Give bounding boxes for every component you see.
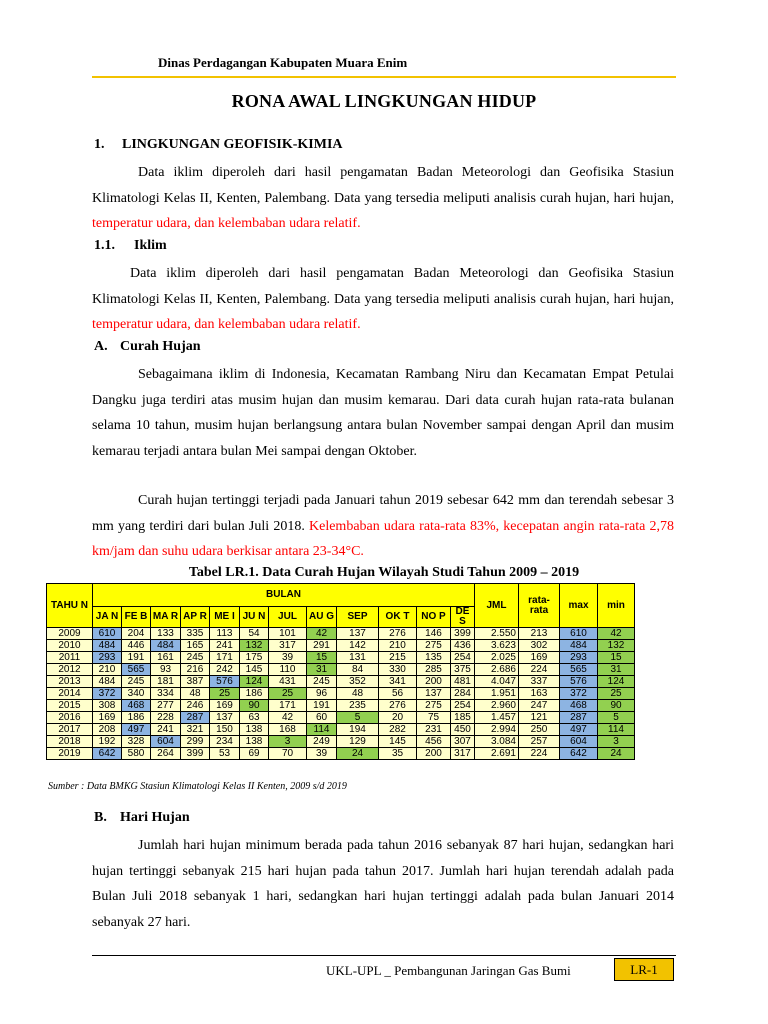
- table-cell: 3.623: [475, 640, 519, 652]
- table-cell: 387: [181, 676, 210, 688]
- table-cell: 5: [598, 712, 635, 724]
- table-cell: 241: [151, 724, 181, 736]
- table-cell: 235: [337, 700, 379, 712]
- table-source: Sumber : Data BMKG Stasiun Klimatologi Kelas II Kenten, 2009 s/d 2019: [48, 781, 347, 792]
- table-cell: 15: [598, 652, 635, 664]
- table-header-month: FE B: [122, 607, 151, 628]
- section-b-paragraph: [92, 833, 674, 935]
- table-cell: 171: [210, 652, 240, 664]
- section-b-title: Hari Hujan: [120, 810, 190, 825]
- table-cell: 48: [181, 688, 210, 700]
- table-cell: 604: [151, 736, 181, 748]
- table-cell: 31: [307, 664, 337, 676]
- table-cell: 1.457: [475, 712, 519, 724]
- table-header-min: min: [598, 584, 635, 628]
- table-cell: 54: [240, 628, 269, 640]
- section-a-number: A.: [94, 339, 108, 354]
- table-cell: 114: [598, 724, 635, 736]
- rainfall-table: [46, 583, 635, 760]
- table-cell: 39: [269, 652, 307, 664]
- table-cell: 234: [210, 736, 240, 748]
- table-cell: 75: [417, 712, 451, 724]
- table-cell: 335: [181, 628, 210, 640]
- table-cell: 145: [379, 736, 417, 748]
- table-cell: 282: [379, 724, 417, 736]
- page-number: LR-1: [614, 958, 674, 981]
- section-a-paragraph-1: [92, 362, 674, 464]
- table-cell: 340: [122, 688, 151, 700]
- table-cell: 24: [337, 748, 379, 760]
- section-a-text-2: Curah hujan tertinggi terjadi pada Januari tahun 2019 sebesar 642 mm dan terendah sebesar 3 mm yang terdiri dari bulan Juli 2018.: [92, 493, 674, 534]
- table-cell: 163: [519, 688, 560, 700]
- footer-text: UKL-UPL _ Pembangunan Jaringan Gas Bumi: [326, 963, 571, 978]
- table-cell: 15: [307, 652, 337, 664]
- section-a-text-1: Sebagaimana iklim di Indonesia, Kecamatan Rambang Niru dan Kecamatan Empat Petulai Dangku juga terdiri atas musim hujan dan musim kemarau. Dari data curah hujan rata-rata bulanan selama 10 tahun, musim hujan berlangsung antara bulan November sampai dengan April dan musim kemarau terjadi antara bulan Mei sampai dengan Oktober.: [92, 367, 674, 459]
- section-b-heading: [94, 810, 190, 826]
- table-cell: 375: [451, 664, 475, 676]
- section-1-1-number: 1.1.: [94, 238, 115, 253]
- table-cell: 245: [122, 676, 151, 688]
- table-row: [47, 736, 635, 748]
- table-cell: 132: [598, 640, 635, 652]
- table-cell: 2013: [47, 676, 93, 688]
- table-cell: 42: [598, 628, 635, 640]
- table-cell: 257: [519, 736, 560, 748]
- table-cell: 191: [122, 652, 151, 664]
- table-cell: 25: [598, 688, 635, 700]
- table-cell: 254: [451, 700, 475, 712]
- table-cell: 124: [598, 676, 635, 688]
- section-1-number: 1.: [94, 137, 105, 152]
- table-cell: 456: [417, 736, 451, 748]
- table-cell: 308: [93, 700, 122, 712]
- table-header-month: SEP: [337, 607, 379, 628]
- table-cell: 2.025: [475, 652, 519, 664]
- section-1-1-title: Iklim: [134, 238, 167, 253]
- table-cell: 565: [122, 664, 151, 676]
- table-cell: 642: [560, 748, 598, 760]
- table-cell: 2016: [47, 712, 93, 724]
- table-cell: 185: [451, 712, 475, 724]
- table-header-month: DE S: [451, 607, 475, 628]
- table-cell: 4.047: [475, 676, 519, 688]
- table-cell: 124: [240, 676, 269, 688]
- table-cell: 24: [598, 748, 635, 760]
- table-cell: 69: [240, 748, 269, 760]
- table-cell: 287: [560, 712, 598, 724]
- table-cell: 321: [181, 724, 210, 736]
- table-cell: 241: [210, 640, 240, 652]
- table-cell: 317: [451, 748, 475, 760]
- table-cell: 610: [560, 628, 598, 640]
- table-cell: 132: [240, 640, 269, 652]
- table-cell: 204: [122, 628, 151, 640]
- table-cell: 468: [560, 700, 598, 712]
- table-cell: 576: [560, 676, 598, 688]
- header-agency: Dinas Perdagangan Kabupaten Muara Enim: [158, 55, 408, 70]
- table-header-month: OK T: [379, 607, 417, 628]
- table-cell: 352: [337, 676, 379, 688]
- table-cell: 2.686: [475, 664, 519, 676]
- table-cell: 121: [519, 712, 560, 724]
- table-cell: 48: [337, 688, 379, 700]
- table-cell: 146: [417, 628, 451, 640]
- table-cell: 175: [240, 652, 269, 664]
- table-cell: 216: [181, 664, 210, 676]
- table-cell: 210: [379, 640, 417, 652]
- table-cell: 90: [240, 700, 269, 712]
- section-1-text: Data iklim diperoleh dari hasil pengamatan Badan Meteorologi dan Geofisika Stasiun Klimatologi Kelas II, Kenten, Palembang. Data yang tersedia meliputi analisis curah hujan, hari hujan,: [92, 165, 674, 206]
- section-1-1-text: Data iklim diperoleh dari hasil pengamatan Badan Meteorologi dan Geofisika Stasiun Klimatologi Kelas II, Kenten, Palembang. Data yang tersedia meliputi analisis curah hujan, hari hujan,: [92, 266, 674, 307]
- table-cell: 264: [151, 748, 181, 760]
- table-cell: 208: [93, 724, 122, 736]
- table-cell: 42: [307, 628, 337, 640]
- table-cell: 291: [307, 640, 337, 652]
- table-header-month: AU G: [307, 607, 337, 628]
- table-cell: 150: [210, 724, 240, 736]
- table-cell: 249: [307, 736, 337, 748]
- table-cell: 2012: [47, 664, 93, 676]
- table-cell: 2010: [47, 640, 93, 652]
- table-cell: 200: [417, 748, 451, 760]
- table-cell: 93: [151, 664, 181, 676]
- table-cell: 275: [417, 700, 451, 712]
- table-cell: 101: [269, 628, 307, 640]
- table-cell: 215: [379, 652, 417, 664]
- section-a-paragraph-2: [92, 488, 674, 565]
- section-b-number: B.: [94, 810, 107, 825]
- table-title: Tabel LR.1. Data Curah Hujan Wilayah Studi Tahun 2009 – 2019: [188, 565, 580, 580]
- table-cell: 169: [93, 712, 122, 724]
- table-cell: 431: [269, 676, 307, 688]
- table-header-bulan: BULAN: [93, 584, 475, 607]
- table-header-year: TAHU N: [47, 584, 93, 628]
- table-cell: 3.084: [475, 736, 519, 748]
- table-cell: 328: [122, 736, 151, 748]
- table-cell: 42: [269, 712, 307, 724]
- table-cell: 228: [151, 712, 181, 724]
- table-cell: 145: [240, 664, 269, 676]
- table-cell: 25: [210, 688, 240, 700]
- table-cell: 135: [417, 652, 451, 664]
- table-cell: 450: [451, 724, 475, 736]
- table-cell: 186: [240, 688, 269, 700]
- table-cell: 604: [560, 736, 598, 748]
- table-cell: 317: [269, 640, 307, 652]
- table-cell: 247: [519, 700, 560, 712]
- table-cell: 484: [560, 640, 598, 652]
- table-cell: 2.691: [475, 748, 519, 760]
- table-header-max: max: [560, 584, 598, 628]
- table-cell: 181: [151, 676, 181, 688]
- table-cell: 131: [337, 652, 379, 664]
- table-cell: 110: [269, 664, 307, 676]
- section-1-title: LINGKUNGAN GEOFISIK-KIMIA: [122, 137, 343, 152]
- table-cell: 481: [451, 676, 475, 688]
- table-cell: 497: [560, 724, 598, 736]
- table-cell: 142: [337, 640, 379, 652]
- table-cell: 484: [93, 676, 122, 688]
- table-cell: 114: [307, 724, 337, 736]
- table-cell: 35: [379, 748, 417, 760]
- table-cell: 337: [519, 676, 560, 688]
- table-cell: 250: [519, 724, 560, 736]
- table-cell: 56: [379, 688, 417, 700]
- table-cell: 284: [451, 688, 475, 700]
- table-cell: 372: [560, 688, 598, 700]
- table-cell: 334: [151, 688, 181, 700]
- table-row: [47, 712, 635, 724]
- table-cell: 287: [181, 712, 210, 724]
- table-header-month: AP R: [181, 607, 210, 628]
- table-cell: 200: [417, 676, 451, 688]
- table-cell: 642: [93, 748, 122, 760]
- table-cell: 2.994: [475, 724, 519, 736]
- table-cell: 25: [269, 688, 307, 700]
- table-cell: 245: [307, 676, 337, 688]
- table-cell: 293: [560, 652, 598, 664]
- table-header-month: JU N: [240, 607, 269, 628]
- table-cell: 484: [151, 640, 181, 652]
- table-cell: 231: [417, 724, 451, 736]
- table-row: [47, 676, 635, 688]
- table-cell: 137: [210, 712, 240, 724]
- table-cell: 276: [379, 700, 417, 712]
- table-cell: 468: [122, 700, 151, 712]
- table-cell: 137: [337, 628, 379, 640]
- table-header-month: NO P: [417, 607, 451, 628]
- table-header-month: JUL: [269, 607, 307, 628]
- table-cell: 246: [181, 700, 210, 712]
- table-cell: 90: [598, 700, 635, 712]
- table-cell: 186: [122, 712, 151, 724]
- table-cell: 299: [181, 736, 210, 748]
- table-cell: 3: [269, 736, 307, 748]
- table-cell: 96: [307, 688, 337, 700]
- table-cell: 576: [210, 676, 240, 688]
- table-cell: 277: [151, 700, 181, 712]
- table-cell: 169: [210, 700, 240, 712]
- table-row: [47, 724, 635, 736]
- table-cell: 113: [210, 628, 240, 640]
- table-header-avg: rata- rata: [519, 584, 560, 628]
- table-cell: 129: [337, 736, 379, 748]
- table-cell: 63: [240, 712, 269, 724]
- table-cell: 372: [93, 688, 122, 700]
- table-cell: 245: [181, 652, 210, 664]
- table-cell: 293: [93, 652, 122, 664]
- section-b-text: Jumlah hari hujan minimum berada pada tahun 2016 sebanyak 87 hari hujan, sedangkan hari hujan tertinggi sebanyak 215 hari hujan pada tahun 2017. Jumlah hari hujan terendah adalah pada Bulan Juli 2018 sebanyak 1 hari, sedangkan hari hujan tertinggi adalah pada bulan Januari 2014 sebanyak 27 hari.: [92, 838, 674, 930]
- table-cell: 224: [519, 664, 560, 676]
- table-cell: 169: [519, 652, 560, 664]
- table-cell: 2014: [47, 688, 93, 700]
- table-cell: 20: [379, 712, 417, 724]
- section-a-title: Curah Hujan: [120, 339, 201, 354]
- section-a-heading: [94, 339, 201, 355]
- table-cell: 191: [307, 700, 337, 712]
- section-1-1-text-highlight: temperatur udara, dan kelembaban udara relatif.: [92, 317, 361, 332]
- table-cell: 341: [379, 676, 417, 688]
- table-cell: 224: [519, 748, 560, 760]
- table-cell: 168: [269, 724, 307, 736]
- section-1-1-paragraph: [92, 261, 674, 338]
- table-cell: 497: [122, 724, 151, 736]
- table-row: [47, 688, 635, 700]
- section-1-heading: [94, 137, 343, 153]
- table-cell: 302: [519, 640, 560, 652]
- table-cell: 242: [210, 664, 240, 676]
- section-a-text-2-highlight: Kelembaban udara rata-rata 83%, kecepatan angin rata-rata 2,78 km/jam dan suhu udara berkisar antara 23-34°C.: [92, 518, 674, 559]
- table-cell: 2.960: [475, 700, 519, 712]
- table-cell: 84: [337, 664, 379, 676]
- table-cell: 133: [151, 628, 181, 640]
- table-cell: 2019: [47, 748, 93, 760]
- table-cell: 213: [519, 628, 560, 640]
- table-cell: 254: [451, 652, 475, 664]
- table-cell: 53: [210, 748, 240, 760]
- table-cell: 275: [417, 640, 451, 652]
- table-row: [47, 700, 635, 712]
- table-row: [47, 640, 635, 652]
- footer-divider: [92, 955, 676, 956]
- table-cell: 330: [379, 664, 417, 676]
- table-cell: 399: [181, 748, 210, 760]
- table-row: [47, 664, 635, 676]
- table-cell: 307: [451, 736, 475, 748]
- table-row: [47, 628, 635, 640]
- table-cell: 194: [337, 724, 379, 736]
- table-cell: 60: [307, 712, 337, 724]
- table-cell: 171: [269, 700, 307, 712]
- table-cell: 39: [307, 748, 337, 760]
- table-cell: 137: [417, 688, 451, 700]
- table-header-month: MA R: [151, 607, 181, 628]
- table-header-jml: JML: [475, 584, 519, 628]
- table-cell: 610: [93, 628, 122, 640]
- table-header-month: ME I: [210, 607, 240, 628]
- table-cell: 285: [417, 664, 451, 676]
- table-cell: 138: [240, 736, 269, 748]
- table-cell: 31: [598, 664, 635, 676]
- table-cell: 5: [337, 712, 379, 724]
- table-cell: 436: [451, 640, 475, 652]
- section-1-text-highlight: temperatur udara, dan kelembaban udara relatif.: [92, 216, 361, 231]
- table-row: [47, 652, 635, 664]
- table-row: [47, 748, 635, 760]
- table-header-month: JA N: [93, 607, 122, 628]
- table-body: [47, 628, 635, 760]
- header-divider: [92, 76, 676, 78]
- section-1-paragraph: [92, 160, 674, 237]
- table-cell: 165: [181, 640, 210, 652]
- table-cell: 2.550: [475, 628, 519, 640]
- table-cell: 138: [240, 724, 269, 736]
- table-cell: 2018: [47, 736, 93, 748]
- table-cell: 210: [93, 664, 122, 676]
- table-cell: 161: [151, 652, 181, 664]
- table-cell: 3: [598, 736, 635, 748]
- page-title: RONA AWAL LINGKUNGAN HIDUP: [231, 91, 537, 111]
- table-cell: 484: [93, 640, 122, 652]
- table-cell: 399: [451, 628, 475, 640]
- table-cell: 580: [122, 748, 151, 760]
- table-cell: 192: [93, 736, 122, 748]
- table-cell: 1.951: [475, 688, 519, 700]
- table-cell: 2015: [47, 700, 93, 712]
- table-cell: 2017: [47, 724, 93, 736]
- table-cell: 565: [560, 664, 598, 676]
- table-cell: 446: [122, 640, 151, 652]
- section-1-1-heading: [94, 238, 167, 254]
- table-cell: 2011: [47, 652, 93, 664]
- table-cell: 70: [269, 748, 307, 760]
- table-cell: 2009: [47, 628, 93, 640]
- table-cell: 276: [379, 628, 417, 640]
